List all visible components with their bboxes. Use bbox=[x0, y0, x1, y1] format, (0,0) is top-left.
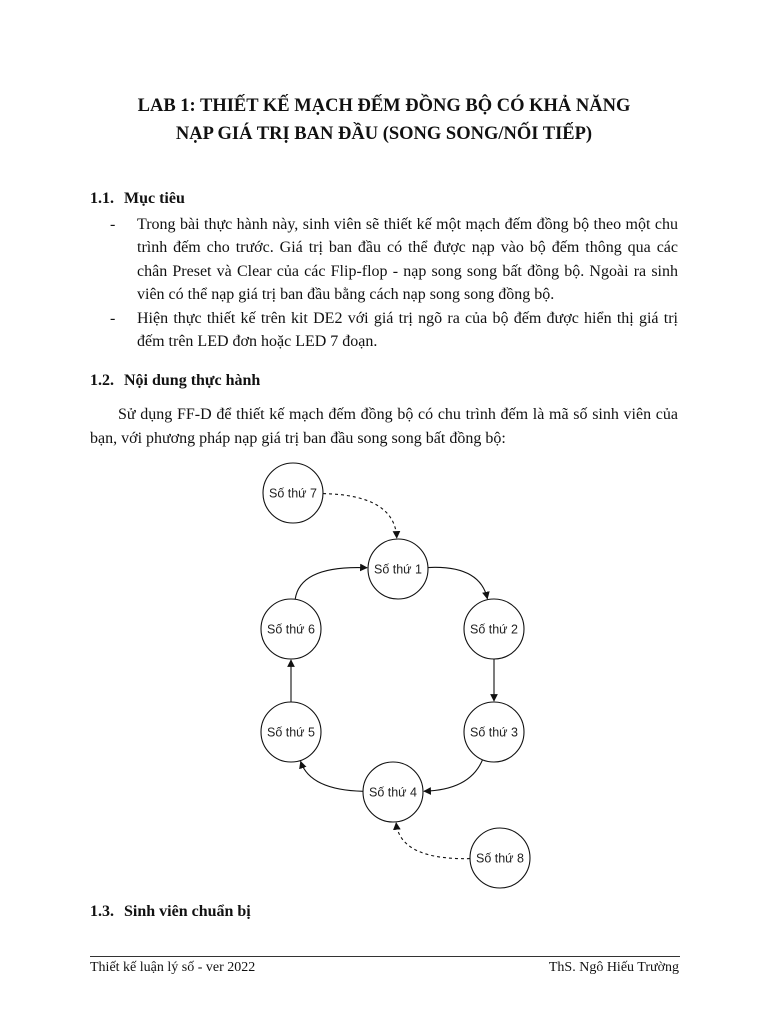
content-paragraph: Sử dụng FF-D để thiết kế mạch đếm đồng bộ có chu trình đếm là mã số sinh viên của bạn, với phương pháp nạp giá trị ban đầu song song bất đồng bộ: bbox=[90, 406, 678, 447]
node-label: Số thứ 1 bbox=[374, 562, 422, 577]
node-label: Số thứ 4 bbox=[369, 785, 417, 800]
node-label: Số thứ 7 bbox=[269, 486, 317, 501]
section-title: Sinh viên chuẩn bị bbox=[124, 903, 251, 920]
edge-n3-n4 bbox=[424, 760, 483, 791]
footer-author: ThS. Ngô Hiếu Trường bbox=[548, 960, 679, 975]
list-item-text: Trong bài thực hành này, sinh viên sẽ thiết kế một mạch đếm đồng bộ theo một chu trình đếm cho trước. Giá trị ban đầu có thể được nạp vào bộ đếm thông qua các chân Preset và Clear của các Flip-flop - nạp song song bất đồng bộ. Ngoài ra sinh viên có thể nạp giá trị ban đầu bằng cách nạp song song đồng bộ. bbox=[137, 216, 678, 304]
node-n8 bbox=[470, 828, 530, 888]
edge-n6-n1 bbox=[295, 568, 367, 600]
section-heading-1-3 bbox=[90, 903, 251, 921]
node-label: Số thứ 8 bbox=[476, 851, 524, 866]
title-line-2: NẠP GIÁ TRỊ BAN ĐẦU (SONG SONG/NỐI TIẾP) bbox=[175, 124, 593, 144]
section-heading-1-2 bbox=[90, 372, 260, 390]
footer-course: Thiết kế luận lý số - ver 2022 bbox=[90, 960, 256, 975]
node-n6 bbox=[261, 599, 321, 659]
section-title: Mục tiêu bbox=[124, 190, 185, 207]
edge-n7-n1 bbox=[323, 494, 397, 538]
bullet-dash: - bbox=[110, 309, 116, 327]
objectives-list bbox=[110, 213, 678, 353]
section-number: 1.3. bbox=[90, 903, 114, 920]
list-item-text: Hiện thực thiết kế trên kit DE2 với giá trị ngõ ra của bộ đếm được hiển thị giá trị đếm trên LED đơn hoặc LED 7 đoạn. bbox=[137, 309, 678, 351]
section-title: Nội dung thực hành bbox=[124, 372, 261, 389]
list-item bbox=[110, 213, 678, 307]
edge-n8-n4 bbox=[396, 823, 470, 859]
node-n1 bbox=[368, 539, 428, 599]
footer-divider bbox=[90, 956, 680, 957]
edge-n4-n5 bbox=[301, 761, 363, 791]
edge-n1-n2 bbox=[428, 567, 487, 598]
list-item bbox=[110, 307, 678, 354]
section-heading-1-1 bbox=[90, 190, 185, 208]
node-label: Số thứ 5 bbox=[267, 725, 315, 740]
node-n5 bbox=[261, 702, 321, 762]
node-n2 bbox=[464, 599, 524, 659]
document-title bbox=[0, 92, 768, 148]
node-label: Số thứ 2 bbox=[470, 622, 518, 637]
node-n4 bbox=[363, 762, 423, 822]
counting-cycle-diagram bbox=[0, 460, 768, 900]
title-line-1: LAB 1: THIẾT KẾ MẠCH ĐẾM ĐỒNG BỘ CÓ KHẢ NĂNG bbox=[137, 96, 631, 116]
node-label: Số thứ 3 bbox=[470, 725, 518, 740]
section-number: 1.2. bbox=[90, 372, 114, 389]
section-number: 1.1. bbox=[90, 190, 114, 207]
node-n3 bbox=[464, 702, 524, 762]
bullet-dash: - bbox=[110, 216, 116, 233]
node-label: Số thứ 6 bbox=[267, 622, 315, 637]
node-n7 bbox=[263, 463, 323, 523]
